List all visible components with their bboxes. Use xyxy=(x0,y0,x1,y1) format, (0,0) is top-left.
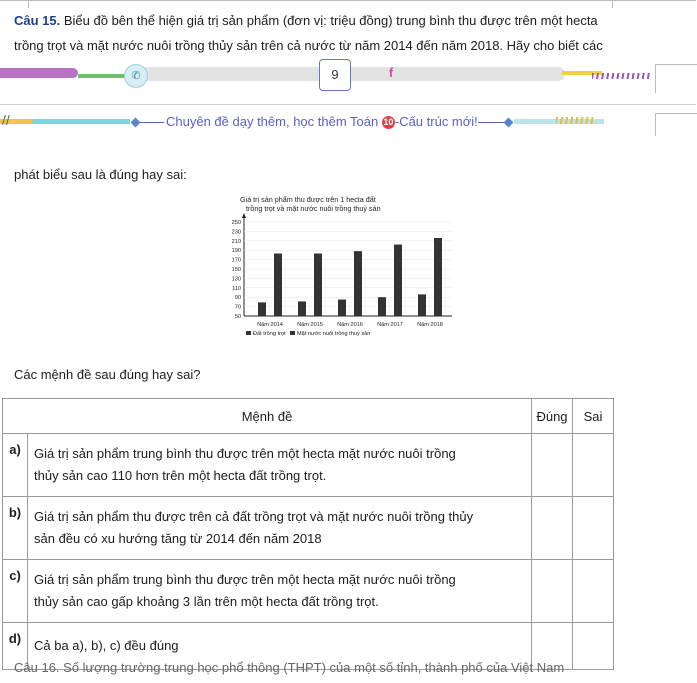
y-tick-label: 70 xyxy=(234,304,241,311)
subtitle-text: Chuyên đề dạy thêm, học thêm Toán xyxy=(166,114,379,129)
row-statement xyxy=(28,497,532,560)
true-answer-cell[interactable] xyxy=(532,497,573,560)
row-label: b) xyxy=(3,497,28,560)
y-tick-label: 210 xyxy=(231,238,241,245)
question-number: Câu 15. xyxy=(14,13,61,28)
table-prompt: Các mệnh đề sau đúng hay sai? xyxy=(14,367,201,382)
question-text-3: phát biểu sau là đúng hay sai: xyxy=(14,167,187,182)
bar-thuy-san xyxy=(394,245,402,316)
decor-corner xyxy=(655,113,697,136)
header-true: Đúng xyxy=(532,399,573,434)
header-subtitle xyxy=(166,114,478,129)
header-statement: Mệnh đề xyxy=(3,399,532,434)
bar-thuy-san xyxy=(434,238,442,316)
x-tick-label: Năm 2014 xyxy=(257,322,283,328)
chart-title-line-1: Giá trị sản phẩm thu được trên 1 hecta đất xyxy=(240,195,376,204)
y-tick-label: 50 xyxy=(234,314,241,320)
subtitle-tail: -Cấu trúc mới! xyxy=(394,114,478,129)
table-row xyxy=(3,560,614,623)
y-tick-label: 170 xyxy=(231,257,241,264)
statement-table xyxy=(2,398,614,670)
page-number: 9 xyxy=(319,59,351,91)
bar-thuy-san xyxy=(354,251,362,316)
table-row xyxy=(3,434,614,497)
top-border-tick xyxy=(612,0,613,8)
table-row xyxy=(3,497,614,560)
y-axis-arrow-icon xyxy=(242,213,246,218)
row-statement xyxy=(28,560,532,623)
statement-line: sản đều có xu hướng tăng từ 2014 đến năm 2018 xyxy=(34,531,322,546)
row-statement: Cả ba a), b), c) đều đúng xyxy=(28,623,532,670)
bar-chart xyxy=(220,192,460,344)
true-answer-cell[interactable] xyxy=(532,560,573,623)
chart-title-line-2: trồng trọt và mặt nước nuôi trồng thuỷ sản xyxy=(246,204,381,213)
phone-icon: ✆ xyxy=(124,64,148,88)
row-label: a) xyxy=(3,434,28,497)
bar-trong-trot xyxy=(418,294,426,316)
statement-line: Giá trị sản phẩm trung bình thu được trên một hecta mặt nước nuôi trồng xyxy=(34,572,456,587)
x-tick-label: Năm 2015 xyxy=(297,322,323,328)
x-tick-label: Năm 2018 xyxy=(417,322,443,328)
top-border-tick xyxy=(28,0,29,8)
decor-slash-icon: // xyxy=(2,112,10,128)
false-answer-cell[interactable] xyxy=(573,623,614,670)
decor-pill xyxy=(0,68,78,78)
diamond-icon xyxy=(504,118,514,128)
top-border xyxy=(0,0,696,1)
bar-thuy-san xyxy=(274,253,282,316)
y-tick-label: 190 xyxy=(231,248,241,255)
legend-swatch xyxy=(246,331,251,335)
decor-stripes xyxy=(556,117,596,124)
row-label: d) xyxy=(3,623,28,670)
statement-line: Giá trị sản phẩm trung bình thu được trên một hecta mặt nước nuôi trồng xyxy=(34,446,456,461)
y-tick-label: 110 xyxy=(232,285,241,292)
bar-trong-trot xyxy=(298,301,306,316)
diamond-icon xyxy=(131,118,141,128)
y-tick-label: 130 xyxy=(231,276,241,283)
x-tick-label: Năm 2017 xyxy=(377,322,403,328)
row-label: c) xyxy=(3,560,28,623)
y-tick-label: 250 xyxy=(231,220,241,226)
cutoff-text: Câu 16. Số lượng trường trung học phổ thông (THPT) của một số tỉnh, thành phố của Việt Nam xyxy=(14,660,565,675)
bar-trong-trot xyxy=(258,302,266,316)
next-question-cutoff xyxy=(0,660,696,675)
question-text-2: trồng trọt và mặt nước nuôi trồng thủy sản trên cả nước từ năm 2014 đến năm 2018. Hãy cho biết các xyxy=(14,38,603,53)
decor-line xyxy=(140,122,164,123)
statement-line: Giá trị sản phẩm thu được trên cả đất trồng trọt và mặt nước nuôi trồng thủy xyxy=(34,509,474,524)
legend-label: Mặt nước nuôi trồng thuỷ sản xyxy=(297,331,371,337)
x-tick-label: Năm 2016 xyxy=(337,322,363,328)
header-false: Sai xyxy=(573,399,614,434)
true-answer-cell[interactable] xyxy=(532,434,573,497)
y-tick-label: 150 xyxy=(231,267,241,273)
false-answer-cell[interactable] xyxy=(573,497,614,560)
decor-corner xyxy=(655,64,697,93)
facebook-icon: f xyxy=(388,65,394,80)
decor-stripes xyxy=(592,73,652,79)
y-tick-label: 230 xyxy=(231,229,241,236)
table-header-row xyxy=(3,399,614,434)
decor-line xyxy=(0,104,696,105)
false-answer-cell[interactable] xyxy=(573,434,614,497)
legend-swatch xyxy=(290,331,295,335)
bar-thuy-san xyxy=(314,253,322,316)
false-answer-cell[interactable] xyxy=(573,560,614,623)
legend-label: Đất trồng trọt xyxy=(253,331,286,337)
number-badge: 10 xyxy=(383,117,394,127)
bar-trong-trot xyxy=(338,300,346,316)
bar-trong-trot xyxy=(378,297,386,316)
question-line-1 xyxy=(14,10,598,31)
y-tick-label: 90 xyxy=(234,295,241,302)
statement-line: thủy sản cao gấp khoảng 3 lần trên một hecta đất trồng trọt. xyxy=(34,594,379,609)
question-text-1: Biểu đồ bên thể hiện giá trị sản phẩm (đơn vị: triệu đồng) trung bình thu được trên một hecta xyxy=(63,13,598,28)
row-statement xyxy=(28,434,532,497)
statement-line: thủy sản cao 110 hơn trên một hecta đất trồng trọt. xyxy=(34,468,327,483)
